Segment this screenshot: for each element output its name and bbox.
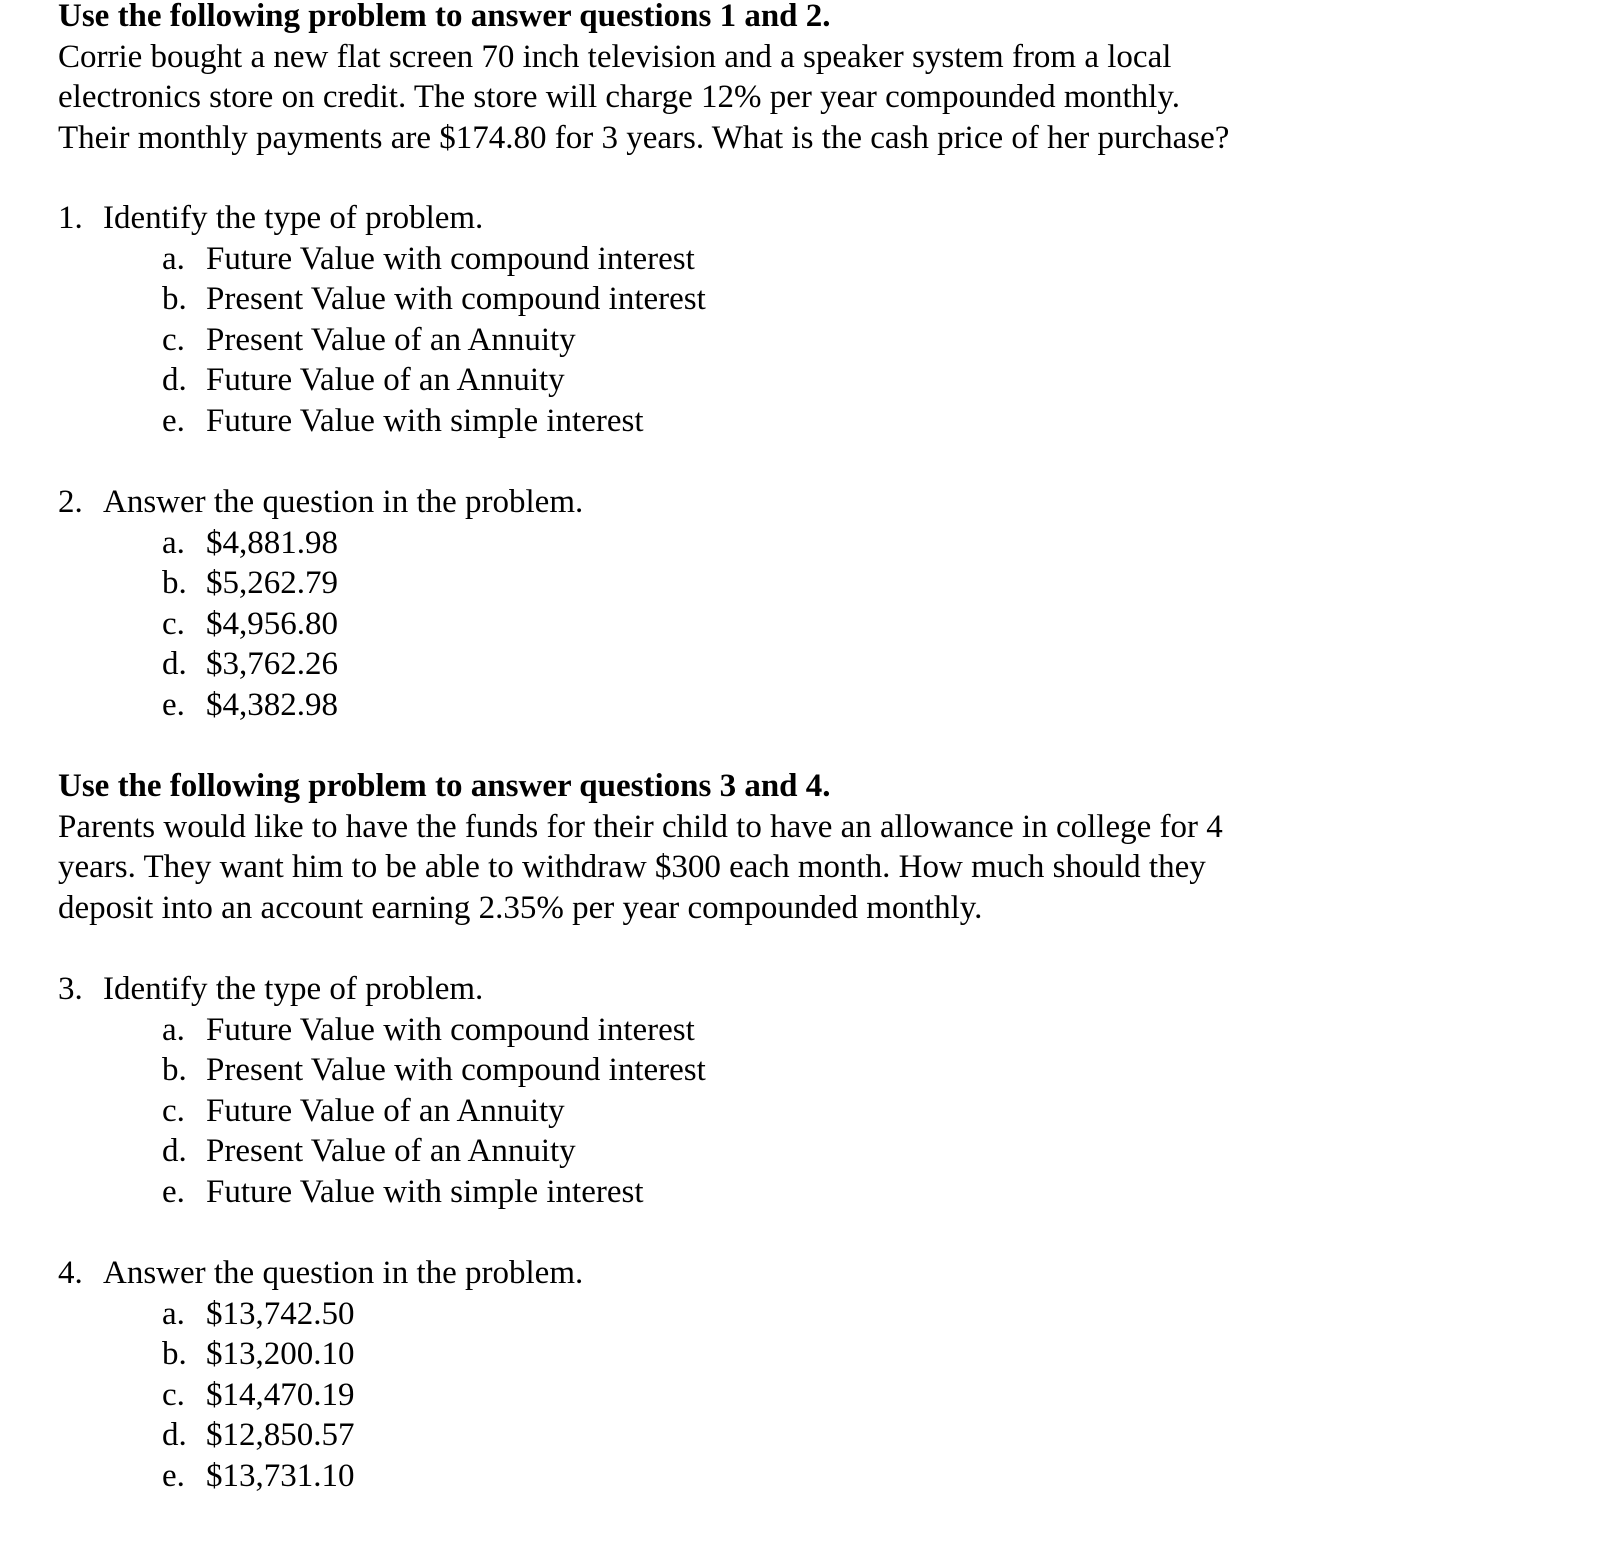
problem-text-line: deposit into an account earning 2.35% per year compounded monthly. xyxy=(58,889,983,926)
problem-text-line: Parents would like to have the funds for their child to have an allowance in college for 4 xyxy=(58,808,1223,845)
question-number: 2. xyxy=(58,484,83,520)
option-letter: a. xyxy=(162,240,185,277)
option-letter: e. xyxy=(162,402,185,439)
answer-option xyxy=(58,1091,1558,1132)
answer-option xyxy=(58,685,1558,726)
question-block xyxy=(58,482,1558,726)
answer-option xyxy=(58,1010,1558,1051)
answer-option xyxy=(58,1131,1558,1172)
option-text: Future Value with simple interest xyxy=(206,1173,644,1210)
problem-block xyxy=(58,766,1558,928)
question-stem xyxy=(58,1253,1558,1294)
option-text: $4,382.98 xyxy=(206,686,338,723)
option-letter: a. xyxy=(162,1295,185,1332)
question-block xyxy=(58,198,1558,442)
option-text: $5,262.79 xyxy=(206,565,338,602)
option-letter: d. xyxy=(162,362,187,399)
option-text: $14,470.19 xyxy=(206,1376,355,1413)
answer-option xyxy=(58,360,1558,401)
question-number: 3. xyxy=(58,971,83,1007)
question-number: 4. xyxy=(58,1255,83,1291)
option-text: Present Value with compound interest xyxy=(206,1052,706,1089)
problem-text-line: Their monthly payments are $174.80 for 3 years. What is the cash price of her purchase? xyxy=(58,119,1230,156)
answer-option xyxy=(58,1294,1558,1335)
answer-option xyxy=(58,644,1558,685)
option-text: $12,850.57 xyxy=(206,1417,355,1454)
answer-option xyxy=(58,1334,1558,1375)
question-text: Answer the question in the problem. xyxy=(103,1255,584,1291)
option-text: Present Value of an Annuity xyxy=(206,1133,576,1170)
option-letter: b. xyxy=(162,281,187,318)
option-text: $4,956.80 xyxy=(206,605,338,642)
section-heading: Use the following problem to answer questions 3 and 4. xyxy=(58,768,831,804)
option-text: Present Value of an Annuity xyxy=(206,321,576,358)
option-letter: d. xyxy=(162,646,187,683)
option-text: Future Value with compound interest xyxy=(206,240,695,277)
answer-option xyxy=(58,320,1558,361)
option-letter: c. xyxy=(162,605,185,642)
problem-block xyxy=(58,0,1558,158)
question-text: Identify the type of problem. xyxy=(103,971,484,1007)
option-letter: a. xyxy=(162,524,185,561)
question-block xyxy=(58,969,1558,1213)
question-text: Answer the question in the problem. xyxy=(103,484,584,520)
option-text: $13,742.50 xyxy=(206,1295,355,1332)
answer-option xyxy=(58,239,1558,280)
option-text: Present Value with compound interest xyxy=(206,281,706,318)
answer-option xyxy=(58,401,1558,442)
answer-option xyxy=(58,1456,1558,1497)
option-letter: e. xyxy=(162,1173,185,1210)
option-letter: d. xyxy=(162,1417,187,1454)
question-number: 1. xyxy=(58,200,83,236)
answer-option xyxy=(58,1375,1558,1416)
answer-option xyxy=(58,563,1558,604)
answer-option xyxy=(58,279,1558,320)
answer-option xyxy=(58,523,1558,564)
option-letter: d. xyxy=(162,1133,187,1170)
option-text: Future Value with simple interest xyxy=(206,402,644,439)
section-heading: Use the following problem to answer questions 1 and 2. xyxy=(58,0,831,34)
option-letter: e. xyxy=(162,686,185,723)
option-text: $4,881.98 xyxy=(206,524,338,561)
question-text: Identify the type of problem. xyxy=(103,200,484,236)
problem-text-line: years. They want him to be able to withdraw $300 each month. How much should they xyxy=(58,849,1206,886)
option-text: Future Value of an Annuity xyxy=(206,362,565,399)
problem-text-line: Corrie bought a new flat screen 70 inch television and a speaker system from a local xyxy=(58,38,1172,75)
option-text: Future Value of an Annuity xyxy=(206,1092,565,1129)
answer-option xyxy=(58,1050,1558,1091)
question-block xyxy=(58,1253,1558,1497)
question-stem xyxy=(58,969,1558,1010)
option-letter: b. xyxy=(162,1336,187,1373)
question-stem xyxy=(58,482,1558,523)
option-letter: a. xyxy=(162,1011,185,1048)
option-text: $13,200.10 xyxy=(206,1336,355,1373)
answer-option xyxy=(58,604,1558,645)
option-letter: c. xyxy=(162,321,185,358)
answer-option xyxy=(58,1172,1558,1213)
question-stem xyxy=(58,198,1558,239)
option-letter: b. xyxy=(162,565,187,602)
answer-option xyxy=(58,1415,1558,1456)
problem-text-line: electronics store on credit. The store will charge 12% per year compounded monthly. xyxy=(58,79,1180,116)
option-letter: c. xyxy=(162,1092,185,1129)
option-text: $3,762.26 xyxy=(206,646,338,683)
option-text: Future Value with compound interest xyxy=(206,1011,695,1048)
option-letter: c. xyxy=(162,1376,185,1413)
option-text: $13,731.10 xyxy=(206,1457,355,1494)
option-letter: e. xyxy=(162,1457,185,1494)
option-letter: b. xyxy=(162,1052,187,1089)
